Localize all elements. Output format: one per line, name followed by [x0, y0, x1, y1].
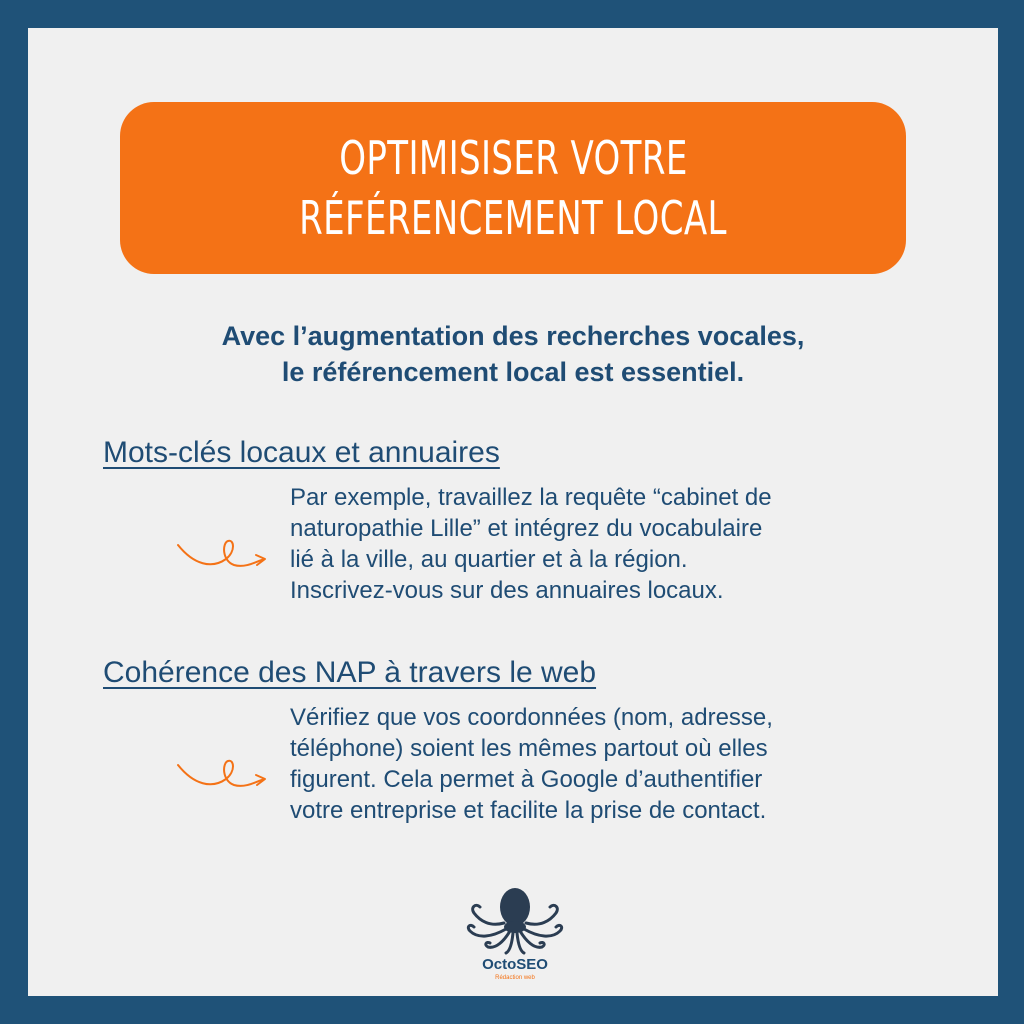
content-card	[28, 28, 998, 996]
curly-arrow-icon	[176, 755, 268, 795]
section-body-line: figurent. Cela permet à Google d’authentifier	[290, 766, 763, 793]
section-body-line: naturopathie Lille” et intégrez du vocabulaire	[290, 515, 763, 542]
section-body-line: Vérifiez que vos coordonnées (nom, adresse,	[290, 704, 773, 731]
section-body-line: Inscrivez-vous sur des annuaires locaux.	[290, 577, 724, 604]
octoseo-logo	[460, 883, 570, 993]
section-body-local-keywords	[290, 482, 970, 606]
curly-arrow-icon	[176, 535, 268, 575]
octopus-icon	[460, 883, 570, 957]
intro-line-1: Avec l’augmentation des recherches vocales,	[221, 321, 805, 351]
logo-name: OctoSEO	[482, 956, 548, 973]
section-body-line: téléphone) soient les mêmes partout où elles	[290, 735, 768, 762]
section-body-line: votre entreprise et facilite la prise de contact.	[290, 797, 767, 824]
intro-text	[28, 318, 998, 390]
title-line-2: RÉFÉRENCEMENT LOCAL	[299, 191, 727, 245]
title-line-1: OPTIMISISER VOTRE	[338, 131, 688, 185]
section-body-line: Par exemple, travaillez la requête “cabinet de	[290, 484, 772, 511]
logo-tagline: Rédaction web	[495, 975, 535, 981]
intro-line-2: le référencement local est essentiel.	[281, 357, 745, 387]
section-body-nap-consistency	[290, 702, 970, 826]
title-banner	[120, 102, 906, 274]
section-body-line: lié à la ville, au quartier et à la région.	[290, 546, 688, 573]
section-heading-local-keywords: Mots-clés locaux et annuaires	[103, 436, 500, 469]
section-heading-nap-consistency: Cohérence des NAP à travers le web	[103, 656, 597, 689]
